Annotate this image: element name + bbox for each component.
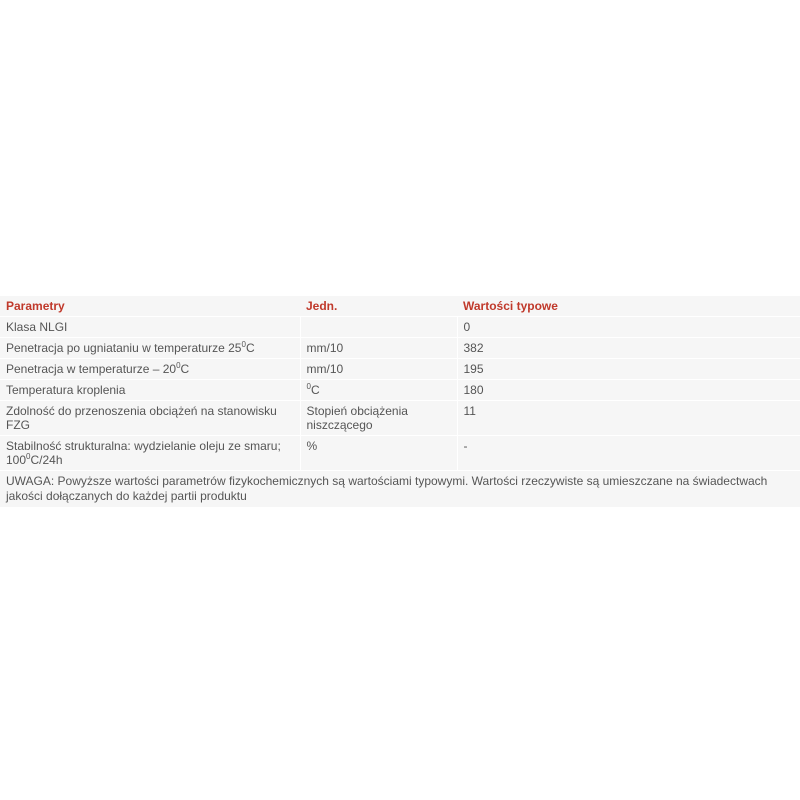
cell-typical-value: - [457,436,800,471]
cell-parameter: Zdolność do przenoszenia obciążeń na stanowisku FZG [0,401,300,436]
header-typical-value: Wartości typowe [457,296,800,317]
note-text: UWAGA: Powyższe wartości parametrów fizykochemicznych są wartościami typowymi. Wartości rzeczywiste są umieszczane na świadectwach jakości dołączanych do każdej partii produktu [0,471,800,508]
cell-parameter [0,338,300,359]
table-row [0,338,800,359]
cell-parameter-text: Stabilność strukturalna: wydzielanie oleju ze smaru; 100 [6,439,281,467]
cell-unit: mm/10 [300,338,457,359]
cell-parameter [0,359,300,380]
cell-parameter-text: Penetracja w temperaturze – 20 [6,362,177,376]
table-row [0,317,800,338]
table-row [0,359,800,380]
cell-parameter-text: Penetracja po ugniataniu w temperaturze 25 [6,341,242,355]
note-row [0,471,800,508]
cell-unit: % [300,436,457,471]
degree-superscript: 0 [306,382,311,391]
cell-unit [300,380,457,401]
table-header-row [0,296,800,317]
cell-parameter: Klasa NLGI [0,317,300,338]
table-row [0,401,800,436]
cell-typical-value: 0 [457,317,800,338]
cell-unit: Stopień obciążenia niszczącego [300,401,457,436]
cell-unit [300,317,457,338]
cell-typical-value: 382 [457,338,800,359]
header-unit: Jedn. [300,296,457,317]
cell-parameter [0,436,300,471]
cell-typical-value: 11 [457,401,800,436]
degree-superscript: 0 [26,452,31,461]
degree-superscript: 0 [241,340,246,349]
degree-superscript: 0 [176,361,181,370]
parameters-sheet [0,296,800,507]
cell-parameter-unit-suffix: C/24h [30,453,63,467]
cell-typical-value: 195 [457,359,800,380]
cell-unit: mm/10 [300,359,457,380]
cell-unit-text: C [310,383,320,397]
table-row [0,380,800,401]
cell-parameter: Temperatura kroplenia [0,380,300,401]
header-parameter: Parametry [0,296,300,317]
cell-parameter-unit-suffix: C [180,362,190,376]
cell-typical-value: 180 [457,380,800,401]
parameters-table [0,296,800,507]
cell-parameter-unit-suffix: C [245,341,255,355]
table-row [0,436,800,471]
